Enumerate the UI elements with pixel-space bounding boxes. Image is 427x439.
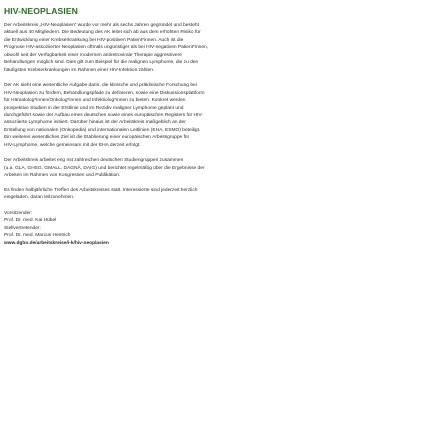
paragraph-intro <box>4 22 422 74</box>
chair-label: Vorsitzender: <box>4 210 33 216</box>
text-line: HIV-Neoplasien zu fördern, Behandlungspfade zu definieren, sowie eine Diskussionsplattform <box>4 90 205 96</box>
document-page <box>4 6 422 247</box>
paragraph-meetings <box>4 187 422 202</box>
contact-block <box>4 210 422 248</box>
text-line: Der Arbeitskreis „HIV-Neoplasien“ wurde vor mehr als sechs Jahren gegründet und besteht <box>4 23 199 28</box>
text-line: Der Arbeitskreis arbeitet eng mit zahlreichen deutschen Studiengruppen zusammen <box>4 158 184 164</box>
text-line: durchgeführt sowie der Aufbau eines deutschen sowie eines europäischen Registers für HIV- <box>4 112 203 118</box>
text-line: aktuell aus 40 Mitgliedern. Die Bedeutung des AK leitet sich ab aus dem erhöhten Risiko für <box>4 30 201 36</box>
text-line: Behandlungen möglich sind. Dies gilt zum Beispiel für die malignen Lymphome, die zu den <box>4 60 199 66</box>
text-line: häufigsten Krebserkrankungen im Rahmen einer HIV-Infektion zählen. <box>4 67 155 73</box>
text-line: HIV-Lymphome, welche gemeinsam mit der EHA derzeit erfolgt. <box>4 142 141 148</box>
text-line: Es finden halbjährliche Treffen des Arbeitskreises statt. Interessierte sind jederzeit herzlich <box>4 187 198 193</box>
chair-name: Prof. Dr. med. Kai Hübel <box>4 218 57 224</box>
text-line: Der AK sieht eine wesentliche Aufgabe darin, die klinische und präklinische Forschung bei <box>4 83 197 89</box>
text-line: Arbeiten im Rahmen von Kongressen und Publikation. <box>4 173 121 179</box>
text-line: obwohl seit der Verfügbarkeit einer modernen antiretrovirale Therapie aggressivere <box>4 52 182 58</box>
deputy-name: Prof. Dr. med. Marcus Hentrich <box>4 233 71 239</box>
paragraph-cooperation <box>4 157 422 179</box>
page-title: HIV-NEOPLASIEN <box>4 6 78 16</box>
text-line: für Hämatolog*innen/Onkolog*innen und Infektiolog*innen zu bieten. Konkret werden <box>4 98 186 104</box>
text-line: Ein weiteres wesentliches Ziel ist die Etablierung einer europäischen Arbeitsgruppe für <box>4 135 190 141</box>
text-line: Prognose HIV-assoziierter Neoplasien oftmals ungünstiger als bei HIV-negativen Patient*innen, <box>4 45 209 51</box>
text-line: assoziierte Lymphome initiiert. Darüber hinaus ist der Arbeitskreis maßgeblich an der <box>4 120 186 126</box>
deputy-label: Stellvertretender: <box>4 225 41 231</box>
website-link[interactable]: www.dgho.de/arbeitskreise/i-k/hiv-neoplasien <box>4 240 109 246</box>
text-line: eingeladen, daran teilzunehmen. <box>4 195 75 201</box>
text-line: (u.a. GLA, GHSG, GMALL, DAGNÄ, DAIG) und berichtet regelmäßig über die Ergebnisse der <box>4 165 205 171</box>
text-line: prospektive Studien in der Erstlinie und im Rezidiv maligner Lymphome geplant und <box>4 105 184 111</box>
paragraph-goals <box>4 82 422 149</box>
text-line: die Entwicklung einer Krebserkrankung bei HIV-positiven Patient*innen. Auch ist die <box>4 37 184 43</box>
text-line: Erstellung von nationalen (Onkopedia) und internationalen Leitlinien (EHA, ESMO) beteiligt. <box>4 127 201 133</box>
